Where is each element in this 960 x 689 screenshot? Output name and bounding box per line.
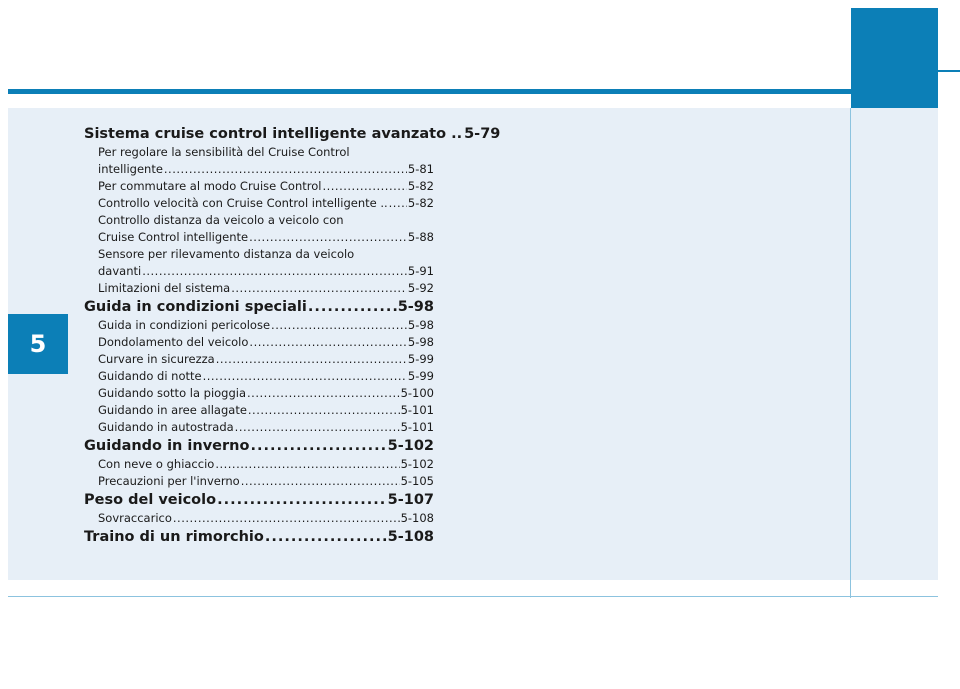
toc-subentry-title: davanti <box>98 264 142 278</box>
chapter-number: 5 <box>29 330 47 358</box>
dot-leader <box>216 351 407 368</box>
dot-leader <box>249 334 406 351</box>
toc-subentry-page: 5-108 <box>400 511 434 525</box>
toc-subentry[interactable] <box>84 368 434 385</box>
toc-subentry-title: Guidando sotto la pioggia <box>98 386 247 400</box>
toc-subentry-page: 5-101 <box>400 403 434 417</box>
toc-section-entry-title: Guida in condizioni speciali <box>84 299 307 315</box>
toc-subentry[interactable] <box>84 456 434 473</box>
dot-leader <box>164 161 407 178</box>
toc-section <box>84 298 434 436</box>
chapter-header-block <box>851 8 938 109</box>
toc-subentry[interactable] <box>84 351 434 368</box>
toc-subentry[interactable] <box>84 402 434 419</box>
dot-leader <box>217 491 387 510</box>
toc-subentry[interactable] <box>84 385 434 402</box>
dot-leader <box>322 178 406 195</box>
toc-section <box>84 491 434 527</box>
toc-section <box>84 437 434 490</box>
toc-subentry-page: 5-100 <box>400 386 434 400</box>
dot-leader <box>215 456 399 473</box>
toc-subentry[interactable] <box>84 229 434 246</box>
dot-leader <box>203 368 407 385</box>
toc-subentry-line: Controllo distanza da veicolo a veicolo con <box>98 213 344 227</box>
toc-section-entry[interactable] <box>84 125 501 144</box>
toc-subentry[interactable] <box>84 263 434 280</box>
dot-leader <box>248 402 400 419</box>
toc-subentry-title: Dondolamento del veicolo <box>98 335 249 349</box>
margin-line <box>850 108 851 598</box>
header-rule <box>8 89 851 94</box>
toc-subentry-line: Sensore per rilevamento distanza da veicolo <box>98 247 355 261</box>
toc-subentry-line: Per regolare la sensibilità del Cruise Control <box>98 145 350 159</box>
toc-subentry-title: Curvare in sicurezza <box>98 352 215 366</box>
toc-subentry[interactable] <box>84 334 434 351</box>
toc-section <box>84 528 434 547</box>
toc-subentry-title: Per commutare al modo Cruise Control <box>98 179 322 193</box>
toc-subentry[interactable] <box>84 161 434 178</box>
toc-subentry-page: 5-99 <box>407 369 434 383</box>
toc-subentry-page: 5-82 <box>407 196 434 210</box>
toc-subentry-page: 5-98 <box>407 318 434 332</box>
toc-subentry[interactable] <box>84 419 434 436</box>
toc-section-entry-page: 5-79 <box>464 126 501 142</box>
toc-section-entry[interactable] <box>84 491 434 510</box>
toc-subentry-page: 5-101 <box>400 420 434 434</box>
toc-subentry-title: intelligente <box>98 162 163 176</box>
dot-leader <box>389 195 407 212</box>
toc-subentry[interactable] <box>84 195 434 212</box>
toc-subentry-title: Sovraccarico <box>98 511 172 525</box>
dot-leader <box>250 437 386 456</box>
dot-leader <box>271 317 407 334</box>
dot-leader <box>142 263 407 280</box>
toc-section-entry-title: Peso del veicolo <box>84 492 217 508</box>
dot-leader <box>231 280 407 297</box>
toc-subentry-page: 5-82 <box>407 179 434 193</box>
toc-section-entry[interactable] <box>84 298 434 317</box>
toc-subentry-page: 5-88 <box>407 230 434 244</box>
toc-subentry-title: Guida in condizioni pericolose <box>98 318 271 332</box>
toc-subentry-page: 5-92 <box>407 281 434 295</box>
toc-subentry-page: 5-91 <box>407 264 434 278</box>
table-of-contents <box>84 124 501 547</box>
toc-subentry-title: Guidando in aree allagate <box>98 403 247 417</box>
toc-section-entry[interactable] <box>84 437 434 456</box>
toc-section-entry-page: 5-108 <box>387 529 434 545</box>
toc-subentry-title: Guidando di notte <box>98 369 202 383</box>
toc-subentry-title: Controllo velocità con Cruise Control intelligente .. <box>98 196 388 210</box>
toc-section-entry-page: 5-102 <box>387 438 434 454</box>
toc-section-entry-title: Guidando in inverno <box>84 438 250 454</box>
toc-subentry[interactable] <box>84 473 434 490</box>
toc-subentry[interactable] <box>84 280 434 297</box>
dot-leader <box>308 298 397 317</box>
dot-leader <box>247 385 400 402</box>
toc-subentry-page: 5-81 <box>407 162 434 176</box>
dot-leader <box>235 419 400 436</box>
dot-leader <box>265 528 387 547</box>
header-rule-right <box>938 70 960 72</box>
toc-subentry-title: Cruise Control intelligente <box>98 230 249 244</box>
toc-subentry-page: 5-102 <box>400 457 434 471</box>
dot-leader <box>173 510 400 527</box>
toc-section-entry[interactable] <box>84 528 434 547</box>
toc-subentry-title: Precauzioni per l'inverno <box>98 474 240 488</box>
toc-subentry[interactable] <box>84 178 434 195</box>
toc-section-entry-title: Sistema cruise control intelligente avanzato .. <box>84 126 463 142</box>
toc-section <box>84 125 501 297</box>
dot-leader <box>241 473 400 490</box>
chapter-tab[interactable] <box>8 314 68 374</box>
toc-section-entry-title: Traino di un rimorchio <box>84 529 264 545</box>
footer-rule <box>8 596 938 597</box>
toc-subentry[interactable] <box>84 317 434 334</box>
dot-leader <box>249 229 407 246</box>
toc-subentry-page: 5-105 <box>400 474 434 488</box>
toc-subentry-title: Guidando in autostrada <box>98 420 234 434</box>
toc-subentry-page: 5-98 <box>407 335 434 349</box>
toc-subentry-title: Con neve o ghiaccio <box>98 457 215 471</box>
toc-subentry[interactable] <box>84 510 434 527</box>
toc-section-entry-page: 5-107 <box>387 492 434 508</box>
toc-subentry-page: 5-99 <box>407 352 434 366</box>
toc-subentry-title: Limitazioni del sistema <box>98 281 231 295</box>
toc-section-entry-page: 5-98 <box>397 299 434 315</box>
